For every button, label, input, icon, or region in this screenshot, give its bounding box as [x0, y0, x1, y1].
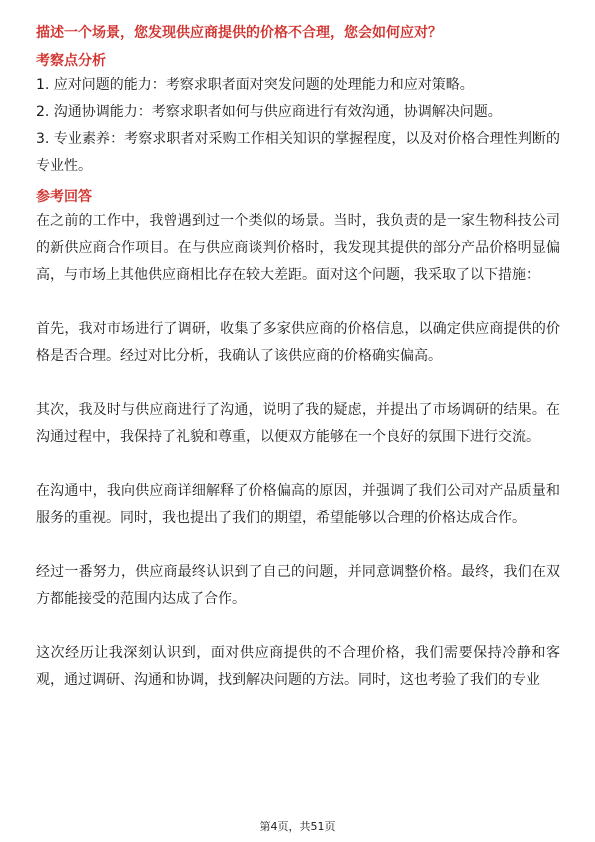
answer-paragraph: 其次，我及时与供应商进行了沟通，说明了我的疑虑，并提出了市场调研的结果。在沟通过程中，我保持了礼貌和尊重，以便双方能够在一个良好的氛围下进行交流。: [36, 402, 560, 445]
page-number: 第4页，共51页: [259, 820, 336, 833]
analysis-point: 2. 沟通协调能力：考察求职者如何与供应商进行有效沟通，协调解决问题。: [36, 104, 502, 120]
answer-title: 参考回答: [36, 189, 92, 205]
analysis-point: 1. 应对问题的能力：考察求职者面对突发问题的处理能力和应对策略。: [36, 77, 474, 93]
answer-paragraph: 经过一番努力，供应商最终认识到了自己的问题，并同意调整价格。最终，我们在双方都能接受的范围内达成了合作。: [36, 564, 560, 607]
answer-paragraph: 这次经历让我深刻认识到，面对供应商提供的不合理价格，我们需要保持冷静和客观，通过调研、沟通和协调，找到解决问题的方法。同时，这也考验了我们的专业: [36, 645, 560, 688]
answer-paragraph: 在沟通中，我向供应商详细解释了价格偏高的原因，并强调了我们公司对产品质量和服务的重视。同时，我也提出了我们的期望，希望能够以合理的价格达成合作。: [36, 483, 560, 526]
answer-paragraph: 首先，我对市场进行了调研，收集了多家供应商的价格信息，以确定供应商提供的价格是否合理。经过对比分析，我确认了该供应商的价格确实偏高。: [36, 321, 560, 364]
question-heading: 描述一个场景，您发现供应商提供的价格不合理，您会如何应对？: [36, 25, 442, 41]
answer-paragraph: 在之前的工作中，我曾遇到过一个类似的场景。当时，我负责的是一家生物科技公司的新供应商合作项目。在与供应商谈判价格时，我发现其提供的部分产品价格明显偏高，与市场上其他供应商相比存在较大差距。面对这个问题，我采取了以下措施：: [36, 213, 560, 283]
analysis-point: 3. 专业素养：考察求职者对采购工作相关知识的掌握程度，以及对价格合理性判断的专业性。: [36, 131, 560, 174]
document-page: [36, 22, 560, 721]
analysis-title: 考察点分析: [36, 53, 106, 69]
analysis-points: [36, 72, 560, 180]
answer-body: [36, 208, 560, 694]
